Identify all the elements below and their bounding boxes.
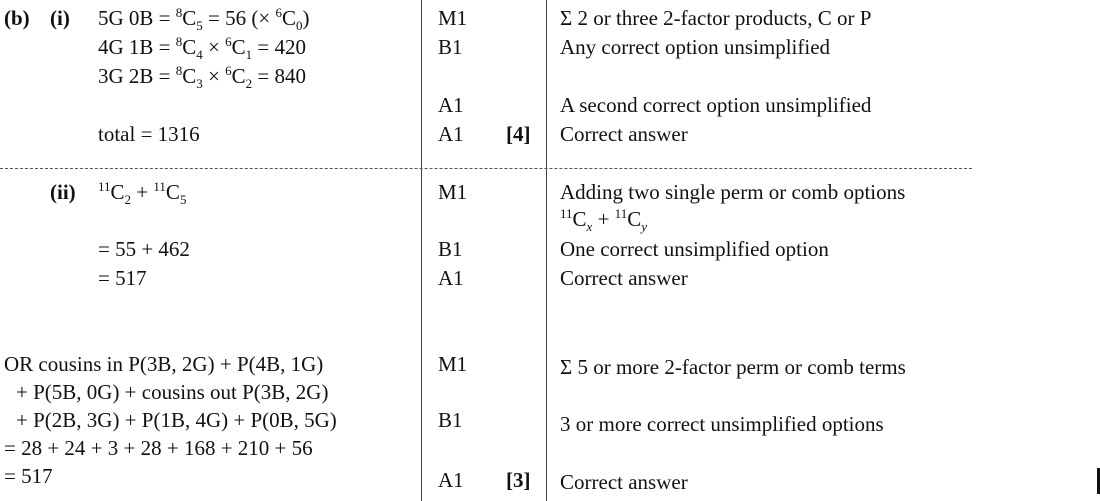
working-ii-line-2: = 55 + 462: [98, 237, 190, 261]
guidance-ii-2: $^{11}C_x + ^{11}C_y$: [560, 206, 647, 235]
working-ii-line-3: = 517: [98, 266, 147, 290]
working-total: total = 1316: [98, 122, 200, 146]
guidance-i-3: A second correct option unsimplified: [560, 93, 872, 117]
section-divider: [0, 168, 972, 169]
working-ii-expr: $^{11}C_2 + ^{11}C_5$: [98, 179, 187, 208]
alt-line-5: = 517: [4, 464, 53, 488]
total-marks-i: [4]: [506, 122, 531, 146]
mark-alt-3: A1: [438, 468, 464, 492]
mark-alt-2: B1: [438, 408, 463, 432]
mark-i-1: M1: [438, 6, 468, 30]
working-line-1: 5G $0B = ^8C_5 = 56$ (× $^6C_0$): [98, 5, 310, 34]
alt-line-1: OR cousins in P(3B, 2G) + P(4B, 1G): [4, 352, 324, 376]
mark-ii-1: M1: [438, 180, 468, 204]
label-b: (b): [4, 6, 30, 30]
guidance-i-4: Correct answer: [560, 122, 688, 146]
label-i: (i): [50, 6, 70, 30]
total-marks-ii: [3]: [506, 468, 531, 492]
mark-alt-1: M1: [438, 352, 468, 376]
alt-line-2: + P(5B, 0G) + cousins out P(3B, 2G): [16, 380, 329, 404]
mark-i-2: B1: [438, 35, 463, 59]
guidance-alt-1: Σ 5 or more 2-factor perm or comb terms: [560, 355, 906, 379]
guidance-alt-3: Correct answer: [560, 470, 688, 494]
alt-line-3: + P(2B, 3G) + P(1B, 4G) + P(0B, 5G): [16, 408, 337, 432]
column-divider-guidance: [546, 0, 547, 501]
guidance-i-2: Any correct option unsimplified: [560, 35, 831, 59]
working-line-3: 3G $2B = ^8C_3 \times ^6C_2 = 840$: [98, 63, 306, 92]
mark-ii-3: A1: [438, 266, 464, 290]
mark-i-3: A1: [438, 93, 464, 117]
guidance-ii-4: Correct answer: [560, 266, 688, 290]
guidance-i-1: Σ 2 or three 2-factor products, C or P: [560, 6, 872, 30]
mark-ii-2: B1: [438, 237, 463, 261]
guidance-ii-1: Adding two single perm or comb options: [560, 180, 906, 204]
working-line-2: 4G $1B = ^8C_4 \times ^6C_1 = 420$: [98, 34, 306, 63]
mark-i-4: A1: [438, 122, 464, 146]
label-ii: (ii): [50, 180, 76, 204]
alt-line-4: = 28 + 24 + 3 + 28 + 168 + 210 + 56: [4, 436, 313, 460]
guidance-alt-2: 3 or more correct unsimplified options: [560, 412, 884, 436]
column-divider-marks: [421, 0, 422, 501]
guidance-ii-3: One correct unsimplified option: [560, 237, 829, 261]
